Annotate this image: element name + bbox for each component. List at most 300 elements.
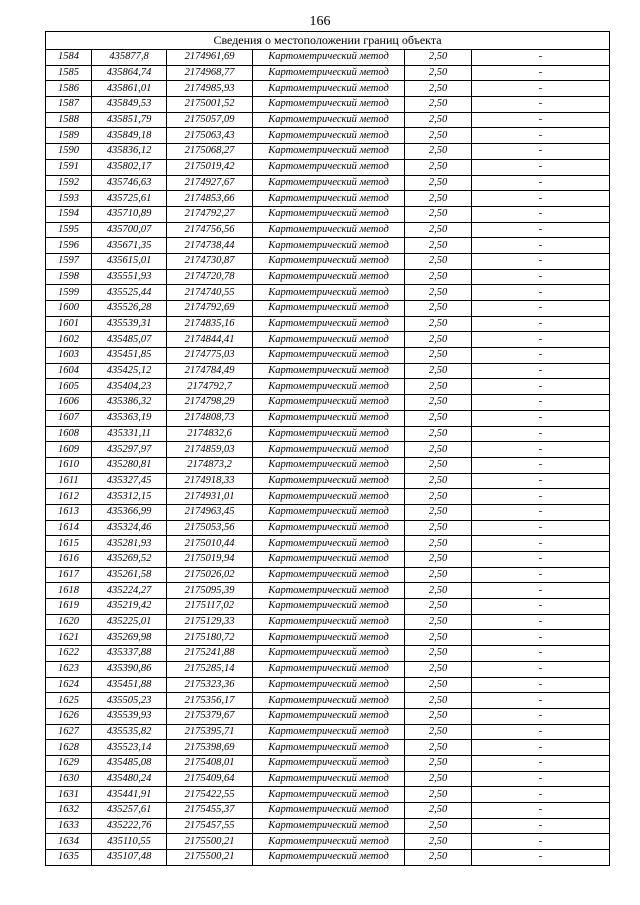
accuracy-cell: 2,50 [405, 191, 472, 207]
accuracy-cell: 2,50 [405, 818, 472, 834]
table-row [46, 206, 610, 222]
point-number-cell: 1597 [46, 253, 92, 269]
point-number-cell: 1615 [46, 536, 92, 552]
point-number-cell: 1588 [46, 112, 92, 128]
table-row [46, 771, 610, 787]
method-cell: Картометрический метод [253, 489, 405, 505]
description-cell: - [472, 410, 610, 426]
accuracy-cell: 2,50 [405, 348, 472, 364]
table-row [46, 803, 610, 819]
accuracy-cell: 2,50 [405, 599, 472, 615]
method-cell: Картометрический метод [253, 599, 405, 615]
table-row [46, 410, 610, 426]
description-cell: - [472, 661, 610, 677]
description-cell: - [472, 112, 610, 128]
x-coordinate-cell: 435539,93 [92, 708, 167, 724]
y-coordinate-cell: 2174775,03 [167, 348, 253, 364]
table-row [46, 850, 610, 866]
y-coordinate-cell: 2175323,36 [167, 677, 253, 693]
description-cell: - [472, 332, 610, 348]
point-number-cell: 1613 [46, 504, 92, 520]
x-coordinate-cell: 435386,32 [92, 395, 167, 411]
point-number-cell: 1619 [46, 599, 92, 615]
y-coordinate-cell: 2175057,09 [167, 112, 253, 128]
table-row [46, 536, 610, 552]
table-row [46, 363, 610, 379]
accuracy-cell: 2,50 [405, 614, 472, 630]
x-coordinate-cell: 435451,88 [92, 677, 167, 693]
description-cell: - [472, 159, 610, 175]
point-number-cell: 1612 [46, 489, 92, 505]
table-row [46, 818, 610, 834]
x-coordinate-cell: 435107,48 [92, 850, 167, 866]
description-cell: - [472, 285, 610, 301]
method-cell: Картометрический метод [253, 583, 405, 599]
description-cell: - [472, 724, 610, 740]
table-row [46, 442, 610, 458]
y-coordinate-cell: 2174792,27 [167, 206, 253, 222]
accuracy-cell: 2,50 [405, 112, 472, 128]
y-coordinate-cell: 2174931,01 [167, 489, 253, 505]
y-coordinate-cell: 2175500,21 [167, 850, 253, 866]
description-cell: - [472, 850, 610, 866]
point-number-cell: 1603 [46, 348, 92, 364]
description-cell: - [472, 144, 610, 160]
x-coordinate-cell: 435710,89 [92, 206, 167, 222]
point-number-cell: 1635 [46, 850, 92, 866]
accuracy-cell: 2,50 [405, 630, 472, 646]
description-cell: - [472, 253, 610, 269]
point-number-cell: 1622 [46, 646, 92, 662]
y-coordinate-cell: 2174961,69 [167, 50, 253, 66]
x-coordinate-cell: 435312,15 [92, 489, 167, 505]
point-number-cell: 1624 [46, 677, 92, 693]
y-coordinate-cell: 2175095,39 [167, 583, 253, 599]
x-coordinate-cell: 435280,81 [92, 457, 167, 473]
method-cell: Картометрический метод [253, 473, 405, 489]
description-cell: - [472, 175, 610, 191]
method-cell: Картометрический метод [253, 661, 405, 677]
y-coordinate-cell: 2175455,37 [167, 803, 253, 819]
point-number-cell: 1600 [46, 301, 92, 317]
description-cell: - [472, 348, 610, 364]
accuracy-cell: 2,50 [405, 787, 472, 803]
y-coordinate-cell: 2174798,29 [167, 395, 253, 411]
description-cell: - [472, 301, 610, 317]
table-row [46, 834, 610, 850]
x-coordinate-cell: 435849,18 [92, 128, 167, 144]
point-number-cell: 1633 [46, 818, 92, 834]
method-cell: Картометрический метод [253, 850, 405, 866]
point-number-cell: 1593 [46, 191, 92, 207]
y-coordinate-cell: 2174963,45 [167, 504, 253, 520]
x-coordinate-cell: 435746,63 [92, 175, 167, 191]
x-coordinate-cell: 435425,12 [92, 363, 167, 379]
table-row [46, 787, 610, 803]
x-coordinate-cell: 435480,24 [92, 771, 167, 787]
point-number-cell: 1590 [46, 144, 92, 160]
table-row [46, 504, 610, 520]
description-cell: - [472, 191, 610, 207]
accuracy-cell: 2,50 [405, 552, 472, 568]
accuracy-cell: 2,50 [405, 379, 472, 395]
table-row [46, 379, 610, 395]
y-coordinate-cell: 2175053,56 [167, 520, 253, 536]
accuracy-cell: 2,50 [405, 65, 472, 81]
x-coordinate-cell: 435836,12 [92, 144, 167, 160]
table-row [46, 253, 610, 269]
y-coordinate-cell: 2175180,72 [167, 630, 253, 646]
x-coordinate-cell: 435269,98 [92, 630, 167, 646]
point-number-cell: 1585 [46, 65, 92, 81]
y-coordinate-cell: 2175241,88 [167, 646, 253, 662]
x-coordinate-cell: 435523,14 [92, 740, 167, 756]
method-cell: Картометрический метод [253, 630, 405, 646]
y-coordinate-cell: 2174792,69 [167, 301, 253, 317]
table-row [46, 708, 610, 724]
x-coordinate-cell: 435849,53 [92, 97, 167, 113]
x-coordinate-cell: 435861,01 [92, 81, 167, 97]
method-cell: Картометрический метод [253, 222, 405, 238]
method-cell: Картометрический метод [253, 614, 405, 630]
boundary-table [45, 31, 610, 866]
x-coordinate-cell: 435451,85 [92, 348, 167, 364]
x-coordinate-cell: 435877,8 [92, 50, 167, 66]
accuracy-cell: 2,50 [405, 567, 472, 583]
point-number-cell: 1592 [46, 175, 92, 191]
x-coordinate-cell: 435331,11 [92, 426, 167, 442]
y-coordinate-cell: 2175063,43 [167, 128, 253, 144]
x-coordinate-cell: 435225,01 [92, 614, 167, 630]
accuracy-cell: 2,50 [405, 473, 472, 489]
page-number: 166 [309, 14, 331, 29]
x-coordinate-cell: 435363,19 [92, 410, 167, 426]
table-row [46, 332, 610, 348]
method-cell: Картометрический метод [253, 708, 405, 724]
description-cell: - [472, 457, 610, 473]
x-coordinate-cell: 435535,82 [92, 724, 167, 740]
accuracy-cell: 2,50 [405, 677, 472, 693]
method-cell: Картометрический метод [253, 175, 405, 191]
point-number-cell: 1614 [46, 520, 92, 536]
method-cell: Картометрический метод [253, 693, 405, 709]
method-cell: Картометрический метод [253, 253, 405, 269]
description-cell: - [472, 473, 610, 489]
accuracy-cell: 2,50 [405, 175, 472, 191]
point-number-cell: 1587 [46, 97, 92, 113]
x-coordinate-cell: 435725,61 [92, 191, 167, 207]
accuracy-cell: 2,50 [405, 520, 472, 536]
x-coordinate-cell: 435700,07 [92, 222, 167, 238]
accuracy-cell: 2,50 [405, 504, 472, 520]
table-row [46, 740, 610, 756]
x-coordinate-cell: 435297,97 [92, 442, 167, 458]
x-coordinate-cell: 435864,74 [92, 65, 167, 81]
table-row [46, 473, 610, 489]
method-cell: Картометрический метод [253, 818, 405, 834]
y-coordinate-cell: 2174927,67 [167, 175, 253, 191]
point-number-cell: 1632 [46, 803, 92, 819]
table-row [46, 191, 610, 207]
point-number-cell: 1586 [46, 81, 92, 97]
point-number-cell: 1594 [46, 206, 92, 222]
y-coordinate-cell: 2174832,6 [167, 426, 253, 442]
method-cell: Картометрический метод [253, 128, 405, 144]
method-cell: Картометрический метод [253, 191, 405, 207]
y-coordinate-cell: 2174740,55 [167, 285, 253, 301]
x-coordinate-cell: 435505,23 [92, 693, 167, 709]
y-coordinate-cell: 2175068,27 [167, 144, 253, 160]
accuracy-cell: 2,50 [405, 803, 472, 819]
y-coordinate-cell: 2174859,03 [167, 442, 253, 458]
y-coordinate-cell: 2175379,67 [167, 708, 253, 724]
table-row [46, 426, 610, 442]
table-body [46, 50, 610, 866]
point-number-cell: 1589 [46, 128, 92, 144]
description-cell: - [472, 395, 610, 411]
accuracy-cell: 2,50 [405, 253, 472, 269]
accuracy-cell: 2,50 [405, 661, 472, 677]
point-number-cell: 1625 [46, 693, 92, 709]
method-cell: Картометрический метод [253, 426, 405, 442]
description-cell: - [472, 755, 610, 771]
y-coordinate-cell: 2175409,64 [167, 771, 253, 787]
description-cell: - [472, 206, 610, 222]
accuracy-cell: 2,50 [405, 740, 472, 756]
x-coordinate-cell: 435525,44 [92, 285, 167, 301]
description-cell: - [472, 128, 610, 144]
y-coordinate-cell: 2175500,21 [167, 834, 253, 850]
description-cell: - [472, 567, 610, 583]
table-row [46, 238, 610, 254]
x-coordinate-cell: 435327,45 [92, 473, 167, 489]
accuracy-cell: 2,50 [405, 834, 472, 850]
x-coordinate-cell: 435281,93 [92, 536, 167, 552]
description-cell: - [472, 442, 610, 458]
point-number-cell: 1626 [46, 708, 92, 724]
method-cell: Картометрический метод [253, 348, 405, 364]
x-coordinate-cell: 435539,31 [92, 316, 167, 332]
y-coordinate-cell: 2175010,44 [167, 536, 253, 552]
point-number-cell: 1611 [46, 473, 92, 489]
x-coordinate-cell: 435851,79 [92, 112, 167, 128]
y-coordinate-cell: 2174918,33 [167, 473, 253, 489]
point-number-cell: 1607 [46, 410, 92, 426]
method-cell: Картометрический метод [253, 787, 405, 803]
y-coordinate-cell: 2175398,69 [167, 740, 253, 756]
y-coordinate-cell: 2174730,87 [167, 253, 253, 269]
x-coordinate-cell: 435269,52 [92, 552, 167, 568]
accuracy-cell: 2,50 [405, 583, 472, 599]
point-number-cell: 1610 [46, 457, 92, 473]
accuracy-cell: 2,50 [405, 128, 472, 144]
table-row [46, 144, 610, 160]
description-cell: - [472, 552, 610, 568]
point-number-cell: 1598 [46, 269, 92, 285]
accuracy-cell: 2,50 [405, 442, 472, 458]
x-coordinate-cell: 435485,08 [92, 755, 167, 771]
description-cell: - [472, 803, 610, 819]
method-cell: Картометрический метод [253, 677, 405, 693]
x-coordinate-cell: 435257,61 [92, 803, 167, 819]
description-cell: - [472, 520, 610, 536]
accuracy-cell: 2,50 [405, 269, 472, 285]
table-row [46, 457, 610, 473]
y-coordinate-cell: 2174968,77 [167, 65, 253, 81]
accuracy-cell: 2,50 [405, 301, 472, 317]
point-number-cell: 1606 [46, 395, 92, 411]
table-row [46, 552, 610, 568]
accuracy-cell: 2,50 [405, 81, 472, 97]
point-number-cell: 1628 [46, 740, 92, 756]
accuracy-cell: 2,50 [405, 850, 472, 866]
point-number-cell: 1623 [46, 661, 92, 677]
accuracy-cell: 2,50 [405, 332, 472, 348]
table-row [46, 128, 610, 144]
table-row [46, 583, 610, 599]
x-coordinate-cell: 435551,93 [92, 269, 167, 285]
accuracy-cell: 2,50 [405, 316, 472, 332]
table-row [46, 755, 610, 771]
description-cell: - [472, 97, 610, 113]
method-cell: Картометрический метод [253, 238, 405, 254]
table-row [46, 175, 610, 191]
description-cell: - [472, 599, 610, 615]
accuracy-cell: 2,50 [405, 426, 472, 442]
table-row [46, 395, 610, 411]
x-coordinate-cell: 435485,07 [92, 332, 167, 348]
description-cell: - [472, 489, 610, 505]
y-coordinate-cell: 2174985,93 [167, 81, 253, 97]
point-number-cell: 1599 [46, 285, 92, 301]
y-coordinate-cell: 2175026,02 [167, 567, 253, 583]
method-cell: Картометрический метод [253, 395, 405, 411]
accuracy-cell: 2,50 [405, 285, 472, 301]
accuracy-cell: 2,50 [405, 222, 472, 238]
description-cell: - [472, 708, 610, 724]
table-row [46, 65, 610, 81]
y-coordinate-cell: 2175285,14 [167, 661, 253, 677]
accuracy-cell: 2,50 [405, 395, 472, 411]
y-coordinate-cell: 2174844,41 [167, 332, 253, 348]
description-cell: - [472, 693, 610, 709]
x-coordinate-cell: 435526,28 [92, 301, 167, 317]
accuracy-cell: 2,50 [405, 457, 472, 473]
method-cell: Картометрический метод [253, 159, 405, 175]
description-cell: - [472, 65, 610, 81]
table-row [46, 50, 610, 66]
point-number-cell: 1604 [46, 363, 92, 379]
table-row [46, 567, 610, 583]
point-number-cell: 1617 [46, 567, 92, 583]
method-cell: Картометрический метод [253, 834, 405, 850]
y-coordinate-cell: 2174792,7 [167, 379, 253, 395]
table-row [46, 97, 610, 113]
description-cell: - [472, 238, 610, 254]
accuracy-cell: 2,50 [405, 536, 472, 552]
accuracy-cell: 2,50 [405, 646, 472, 662]
y-coordinate-cell: 2175117,02 [167, 599, 253, 615]
method-cell: Картометрический метод [253, 410, 405, 426]
table-row [46, 614, 610, 630]
point-number-cell: 1591 [46, 159, 92, 175]
description-cell: - [472, 583, 610, 599]
table-header-row [46, 32, 610, 50]
x-coordinate-cell: 435390,86 [92, 661, 167, 677]
description-cell: - [472, 614, 610, 630]
x-coordinate-cell: 435404,23 [92, 379, 167, 395]
method-cell: Картометрический метод [253, 144, 405, 160]
method-cell: Картометрический метод [253, 97, 405, 113]
description-cell: - [472, 771, 610, 787]
x-coordinate-cell: 435337,88 [92, 646, 167, 662]
point-number-cell: 1621 [46, 630, 92, 646]
point-number-cell: 1634 [46, 834, 92, 850]
point-number-cell: 1602 [46, 332, 92, 348]
y-coordinate-cell: 2174873,2 [167, 457, 253, 473]
accuracy-cell: 2,50 [405, 708, 472, 724]
description-cell: - [472, 630, 610, 646]
x-coordinate-cell: 435324,46 [92, 520, 167, 536]
table-row [46, 285, 610, 301]
y-coordinate-cell: 2174853,66 [167, 191, 253, 207]
y-coordinate-cell: 2175422,55 [167, 787, 253, 803]
method-cell: Картометрический метод [253, 112, 405, 128]
x-coordinate-cell: 435224,27 [92, 583, 167, 599]
y-coordinate-cell: 2174738,44 [167, 238, 253, 254]
method-cell: Картометрический метод [253, 50, 405, 66]
point-number-cell: 1584 [46, 50, 92, 66]
table-row [46, 159, 610, 175]
y-coordinate-cell: 2175019,94 [167, 552, 253, 568]
point-number-cell: 1620 [46, 614, 92, 630]
x-coordinate-cell: 435261,58 [92, 567, 167, 583]
y-coordinate-cell: 2174835,16 [167, 316, 253, 332]
accuracy-cell: 2,50 [405, 363, 472, 379]
method-cell: Картометрический метод [253, 301, 405, 317]
table-row [46, 348, 610, 364]
table-row [46, 630, 610, 646]
y-coordinate-cell: 2175395,71 [167, 724, 253, 740]
method-cell: Картометрический метод [253, 316, 405, 332]
description-cell: - [472, 646, 610, 662]
point-number-cell: 1596 [46, 238, 92, 254]
description-cell: - [472, 740, 610, 756]
method-cell: Картометрический метод [253, 740, 405, 756]
method-cell: Картометрический метод [253, 65, 405, 81]
description-cell: - [472, 818, 610, 834]
table-row [46, 112, 610, 128]
method-cell: Картометрический метод [253, 504, 405, 520]
description-cell: - [472, 426, 610, 442]
x-coordinate-cell: 435219,42 [92, 599, 167, 615]
accuracy-cell: 2,50 [405, 97, 472, 113]
y-coordinate-cell: 2174784,49 [167, 363, 253, 379]
method-cell: Картометрический метод [253, 536, 405, 552]
table-row [46, 316, 610, 332]
accuracy-cell: 2,50 [405, 771, 472, 787]
table-row [46, 693, 610, 709]
x-coordinate-cell: 435366,99 [92, 504, 167, 520]
method-cell: Картометрический метод [253, 803, 405, 819]
description-cell: - [472, 81, 610, 97]
accuracy-cell: 2,50 [405, 489, 472, 505]
method-cell: Картометрический метод [253, 646, 405, 662]
point-number-cell: 1618 [46, 583, 92, 599]
method-cell: Картометрический метод [253, 332, 405, 348]
y-coordinate-cell: 2175408,01 [167, 755, 253, 771]
y-coordinate-cell: 2175001,52 [167, 97, 253, 113]
